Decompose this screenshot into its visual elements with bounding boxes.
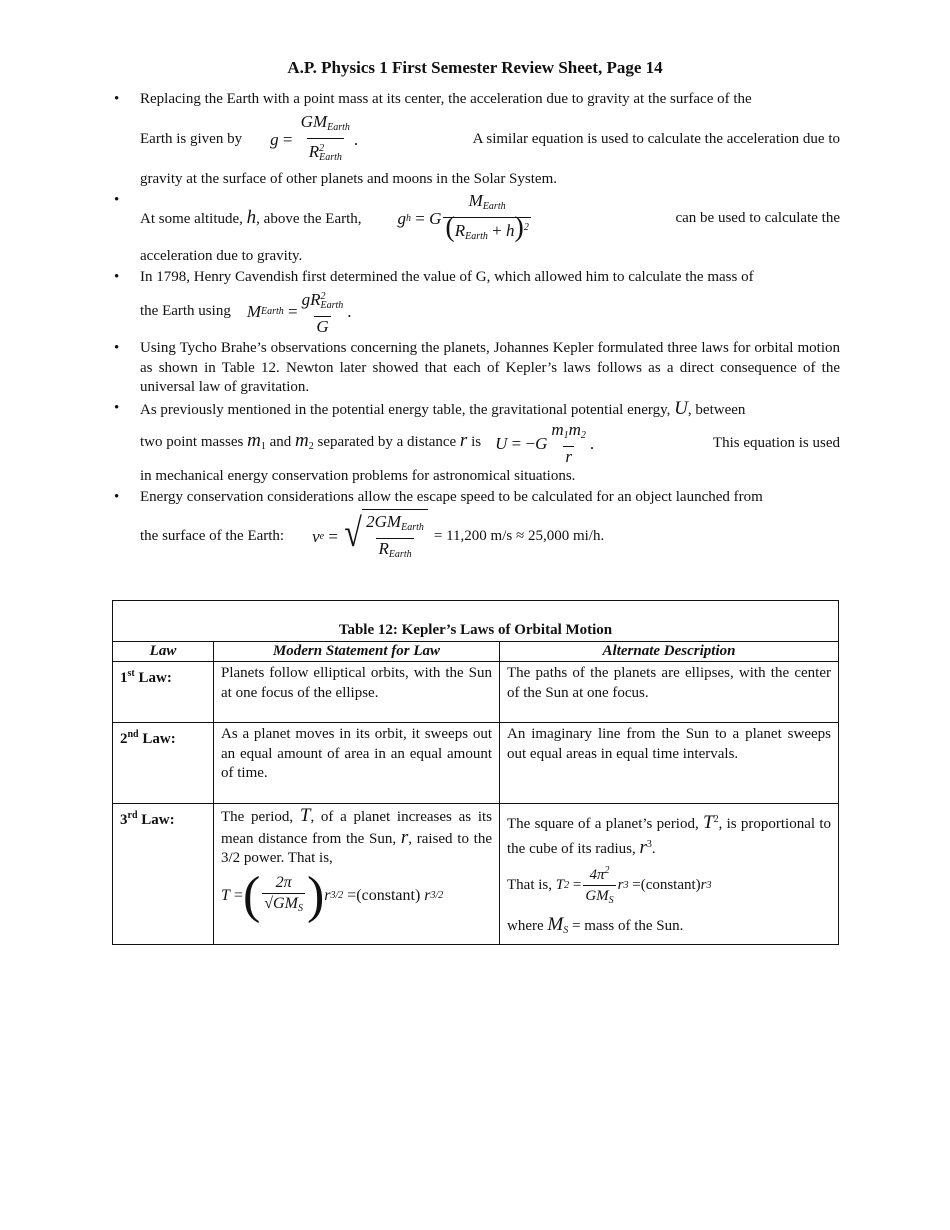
bullet-text: • Energy conservation considerations allow the escape speed to be calculated for an object launched from (140, 488, 763, 505)
column-header-law: Law (113, 641, 214, 662)
bullet-text: This equation is used (712, 434, 840, 451)
bullet-text: , above the Earth, (256, 211, 362, 228)
bullet-text: two point masses (140, 433, 244, 450)
bullet-text: • Replacing the Earth with a point mass at its center, the acceleration due to gravity at the surface of the (140, 91, 752, 107)
table-row (113, 723, 839, 804)
bullet-text: can be used to calculate the (675, 210, 840, 227)
bullet-text: , between (687, 401, 746, 418)
modern-statement: As a planet moves in its orbit, it sweeps out an equal amount of area in an equal amount of time. (214, 723, 500, 804)
alternate-description: The square of a planet’s period, $T^2$, is proportional to the cube of its radius, $r^3$. That is, T 2 = $\frac{4\pi^2}{GM_S}$ r 3 =(constant) r 3 where $M_S$ = mass of the Sun. (500, 804, 839, 945)
equation-kepler-period-squared: That is, T 2 = $\frac{4\pi^2}{GM_S}$ r 3 =(constant) r 3 (507, 861, 712, 911)
equation-earth-mass: M Earth = $\frac{gR^2_{Earth}}{G}$ . (246, 290, 352, 336)
column-header-alternate: Alternate Description (500, 641, 839, 662)
column-header-modern: Modern Statement for Law (214, 641, 500, 662)
table-caption: Table 12: Kepler’s Laws of Orbital Motion (113, 601, 839, 642)
bullet-text: At some altitude, (140, 211, 243, 228)
bullet-text: separated by a distance (317, 433, 457, 450)
alternate-description: The paths of the planets are ellipses, with the center of the Sun at one focus. (500, 662, 839, 723)
bullet-text: in mechanical energy conservation problems for astronomical situations. (140, 468, 576, 484)
bullet-surface-gravity (112, 90, 840, 189)
bullet-escape-speed (112, 488, 840, 566)
bullet-text: the Earth using (140, 303, 231, 320)
bullet-text: the surface of the Earth: (140, 528, 285, 545)
bullet-potential-energy: • As previously mentioned in the potential energy table, the gravitational potential energy, U, between two point masses $m_1$ and $m_2$ separated by a distance r is U = − G $\frac{m_1m_2}{r}$ . This equation is used in mechanical energy conservation problems for astronomical situations. (112, 399, 840, 487)
law-label: 3rd Law: (113, 804, 214, 945)
bullet-text: A similar equation is used to calculate the acceleration due to (472, 130, 840, 147)
bullet-text: and (269, 433, 292, 450)
bullet-text: is (471, 433, 482, 450)
law-label: 2nd Law: (113, 723, 214, 804)
bullet-kepler-intro: • Using Tycho Brahe’s observations concerning the planets, Johannes Kepler formulated three laws for orbital motion as shown in Table 12. Newton later showed that each of Kepler’s laws follows as a direct consequence of the universal law of gravitation. (112, 339, 840, 398)
table-row (113, 804, 839, 945)
modern-statement: Planets follow elliptical orbits, with the Sun at one focus of the ellipse. (214, 662, 500, 723)
bullet-text: gravity at the surface of other planets and moons in the Solar System. (140, 170, 557, 187)
bullet-cavendish (112, 268, 840, 338)
bullet-text: Earth is given by (140, 130, 243, 147)
equation-kepler-third: T = ( $\frac{2\pi}{√GM_S}$ ) r 3/2 =(constant) r 3/2 (221, 866, 444, 924)
bullet-text: acceleration due to gravity. (140, 248, 303, 264)
bullet-text: = 11,200 m/s ≈ 25,000 mi/h. (433, 528, 605, 545)
bullet-list (112, 90, 840, 566)
equation-altitude-gravity: g h = G $\frac{M_{Earth}}{(R_{Earth} + h)^2}$ (398, 191, 533, 247)
page-title: A.P. Physics 1 First Semester Review Sheet, Page 14 (287, 58, 663, 77)
equation-surface-gravity: g = $\frac{GM_{Earth}}{R^2_{Earth}}$ . (270, 112, 358, 168)
equation-potential-energy: U = − G $\frac{m_1m_2}{r}$ . (495, 420, 595, 466)
alternate-description: An imaginary line from the Sun to a planet sweeps out equal areas in equal time intervals. (500, 723, 839, 804)
equation-escape-speed: v e = √ $\frac{2GM_{Earth}}{R_{Earth}}$ (312, 509, 428, 565)
table-row (113, 662, 839, 723)
bullet-altitude-gravity: • At some altitude, h, above the Earth, g h = G $\frac{M_{Earth}}{(R_{Earth} + h)^2}$ can be used to calculate the acceleration due to gravity. (112, 191, 840, 267)
kepler-laws-table (112, 600, 839, 945)
law-label: 1st Law: (113, 662, 214, 723)
modern-statement: The period, T, of a planet increases as its mean distance from the Sun, r, raised to the 3/2 power. That is, T = ( $\frac{2\pi}{√GM_S}$ ) r 3/2 =(constant) r 3/2 (214, 804, 500, 945)
bullet-text: As previously mentioned in the potential energy table, the gravitational potential energy, (140, 401, 671, 418)
bullet-text: • In 1798, Henry Cavendish first determined the value of G, which allowed him to calculate the mass of (140, 268, 754, 285)
